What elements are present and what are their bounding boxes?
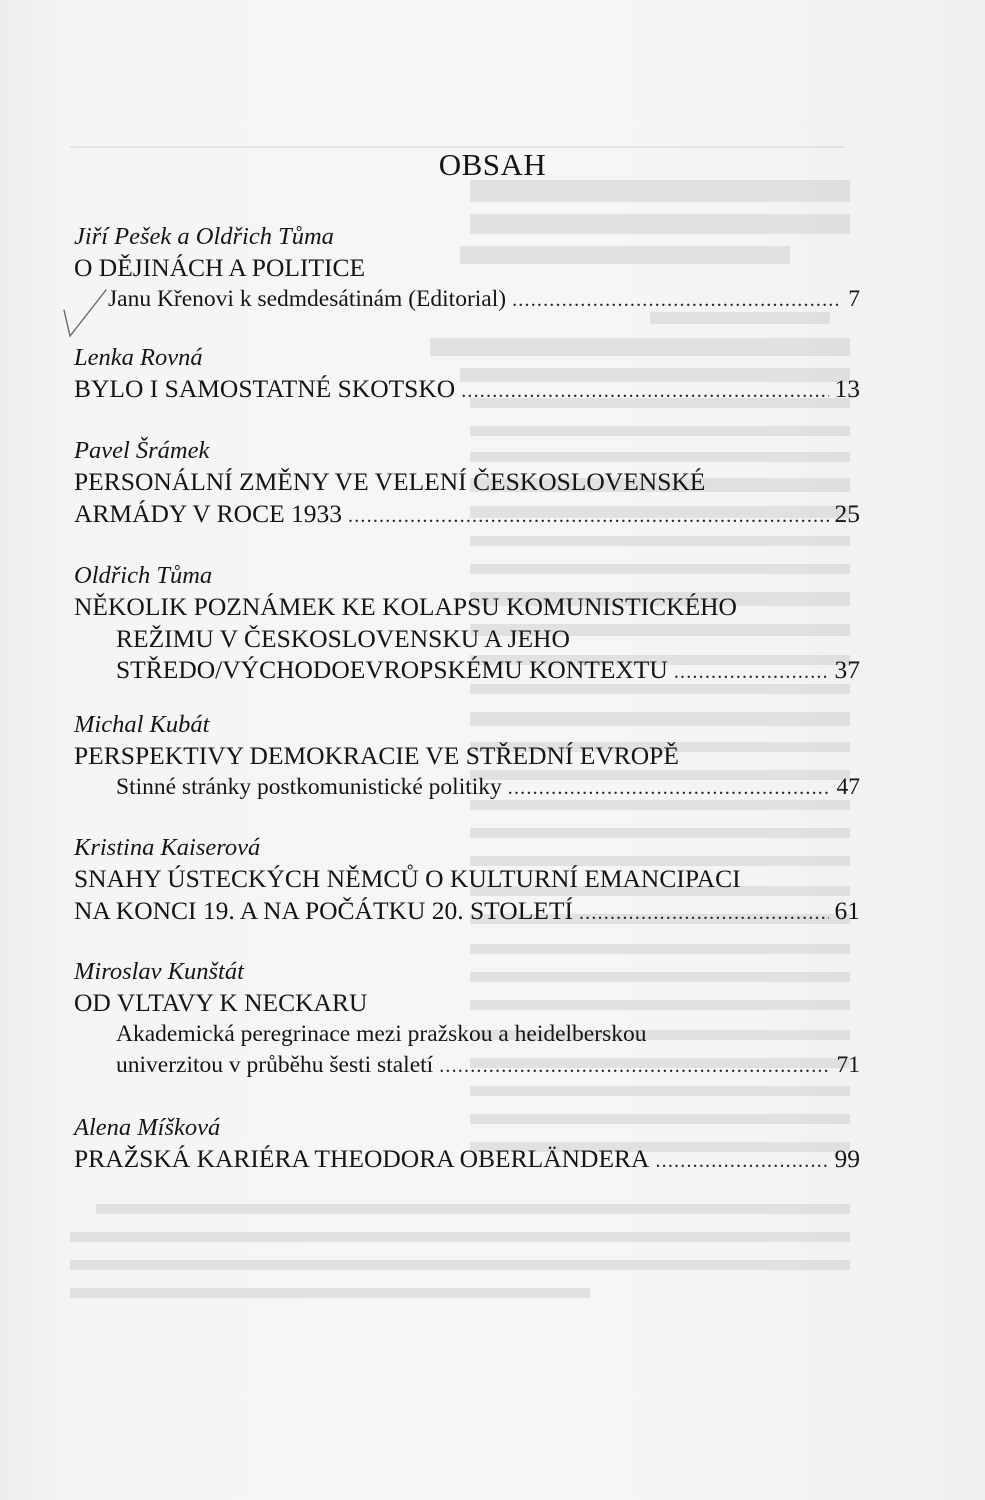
page-number: 71: [836, 1051, 860, 1078]
entry-title-text: OD VLTAVY K NECKARU: [74, 988, 368, 1017]
entry-title-text: BYLO I SAMOSTATNÉ SKOTSKO: [74, 374, 456, 403]
entry-title[interactable]: [74, 740, 860, 772]
entry-title-text: NĚKOLIK POZNÁMEK KE KOLAPSU KOMUNISTICKÉHO: [74, 592, 737, 621]
toc-entry: [74, 957, 860, 1082]
toc-entry: [74, 710, 860, 804]
entry-subtitle[interactable]: [74, 284, 860, 316]
dot-leader: [508, 773, 831, 804]
entry-title[interactable]: [74, 373, 860, 408]
page-number: 7: [848, 285, 860, 312]
entry-title-text: SNAHY ÚSTECKÝCH NĚMCŮ O KULTURNÍ EMANCIPACI: [74, 864, 741, 893]
page-number: 99: [834, 1144, 860, 1173]
toc-entry: [74, 436, 860, 532]
entry-title-text: PERSPEKTIVY DEMOKRACIE VE STŘEDNÍ EVROPĚ: [74, 741, 679, 770]
page-number: 13: [834, 374, 860, 403]
page-number: 37: [834, 655, 860, 684]
toc-entry: [74, 343, 860, 408]
entry-title-continued[interactable]: [74, 498, 860, 533]
entry-author: Lenka Rovná: [74, 344, 203, 371]
dot-leader: [655, 1146, 828, 1178]
entry-title-continued[interactable]: [74, 895, 860, 930]
entry-subtitle[interactable]: [74, 1019, 860, 1050]
dot-leader: [579, 898, 829, 930]
entry-title-text: REŽIMU V ČESKOSLOVENSKU A JEHO: [116, 623, 570, 653]
toc-entry: [74, 1113, 860, 1178]
entry-title-continued[interactable]: [74, 654, 860, 689]
entry-title-text: STŘEDO/VÝCHODOEVROPSKÉMU KONTEXTU: [116, 655, 668, 684]
entry-author: Alena Míšková: [74, 1114, 221, 1141]
toc-entry: [74, 222, 860, 316]
page-number: 61: [834, 895, 860, 925]
dot-leader: [348, 501, 828, 533]
entry-title[interactable]: [74, 987, 860, 1019]
toc-entry: [74, 561, 860, 689]
entry-title[interactable]: [74, 591, 860, 623]
entry-title[interactable]: [74, 1143, 860, 1178]
entry-title-text: PERSONÁLNÍ ZMĚNY VE VELENÍ ČESKOSLOVENSKÉ: [74, 467, 706, 496]
entry-title-text: NA KONCI 19. A NA POČÁTKU 20. STOLETÍ: [74, 895, 573, 925]
entry-subtitle[interactable]: [74, 772, 860, 804]
entry-title[interactable]: [74, 252, 860, 284]
page-title: OBSAH: [438, 147, 547, 182]
entry-title-text: O DĚJINÁCH A POLITICE: [74, 253, 366, 282]
entry-subtitle-text: Janu Křenovi k sedmdesátinám (Editorial): [108, 285, 507, 312]
entry-author: Jiří Pešek a Oldřich Tůma: [74, 223, 334, 250]
dot-leader: [674, 657, 829, 689]
entry-author: Miroslav Kunštát: [74, 958, 244, 985]
entry-subtitle-text: Akademická peregrinace mezi pražskou a heidelberskou: [116, 1020, 647, 1047]
page-number: 25: [834, 498, 860, 528]
entry-title[interactable]: [74, 466, 860, 498]
toc-entry: [74, 833, 860, 929]
dot-leader: [512, 285, 842, 316]
dot-leader: [461, 376, 828, 408]
entry-subtitle-continued[interactable]: [74, 1050, 860, 1082]
page-number: 47: [836, 773, 860, 800]
entry-author: Kristina Kaiserová: [74, 834, 261, 861]
entry-title-text: PRAŽSKÁ KARIÉRA THEODORA OBERLÄNDERA: [74, 1144, 650, 1173]
entry-subtitle-text: Stinné stránky postkomunistické politiky: [116, 773, 502, 800]
entry-title[interactable]: [74, 863, 860, 895]
entry-title-continued[interactable]: [74, 623, 860, 655]
entry-author: Pavel Šrámek: [74, 437, 210, 464]
entry-author: Oldřich Tůma: [74, 562, 213, 589]
dot-leader: [439, 1051, 830, 1082]
entry-subtitle-text: univerzitou v průběhu šesti staletí: [116, 1051, 434, 1078]
entry-author: Michal Kubát: [74, 711, 210, 738]
entry-title-text: ARMÁDY V ROCE 1933: [74, 498, 343, 528]
